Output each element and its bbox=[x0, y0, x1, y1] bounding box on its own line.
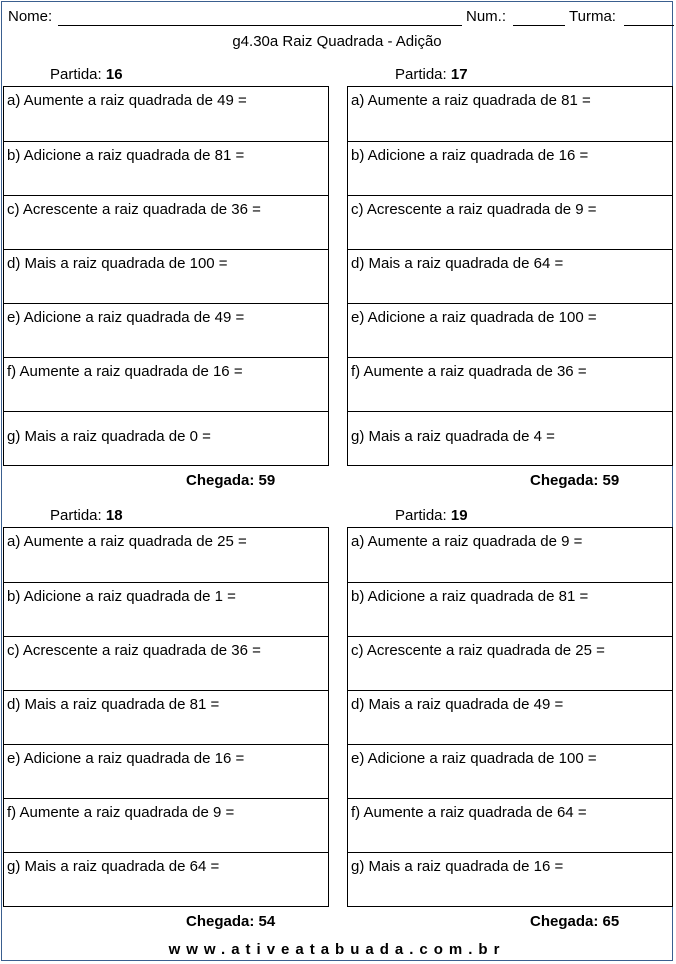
question-row bbox=[348, 249, 672, 303]
question-text: b) Adicione a raiz quadrada de 16 = bbox=[351, 147, 589, 164]
question-row bbox=[348, 195, 672, 249]
question-row bbox=[348, 411, 672, 465]
question-row bbox=[4, 798, 328, 852]
question-row bbox=[4, 87, 328, 141]
question-text: e) Adicione a raiz quadrada de 16 = bbox=[7, 750, 245, 767]
question-text: e) Adicione a raiz quadrada de 49 = bbox=[7, 309, 245, 326]
partida-value: 18 bbox=[105, 507, 123, 524]
question-row bbox=[348, 852, 672, 906]
chegada-2 bbox=[186, 913, 275, 930]
partida-label: Partida: bbox=[395, 507, 447, 524]
question-block-1 bbox=[347, 86, 673, 466]
turma-line bbox=[624, 25, 674, 26]
question-row bbox=[348, 690, 672, 744]
question-row bbox=[348, 582, 672, 636]
question-row bbox=[348, 528, 672, 582]
question-text: c) Acrescente a raiz quadrada de 9 = bbox=[351, 201, 597, 218]
question-row bbox=[4, 141, 328, 195]
question-row bbox=[4, 636, 328, 690]
worksheet-title: g4.30a Raiz Quadrada - Adição bbox=[232, 33, 442, 50]
question-row bbox=[348, 87, 672, 141]
question-text: c) Acrescente a raiz quadrada de 25 = bbox=[351, 642, 605, 659]
num-label: Num.: bbox=[466, 8, 507, 25]
question-row bbox=[4, 357, 328, 411]
nome-label: Nome: bbox=[8, 8, 53, 25]
question-row bbox=[4, 744, 328, 798]
chegada-label: Chegada: bbox=[186, 913, 255, 930]
question-row bbox=[4, 249, 328, 303]
question-text: c) Acrescente a raiz quadrada de 36 = bbox=[7, 642, 261, 659]
question-text: c) Acrescente a raiz quadrada de 36 = bbox=[7, 201, 261, 218]
question-text: a) Aumente a raiz quadrada de 9 = bbox=[351, 533, 583, 550]
question-text: g) Mais a raiz quadrada de 64 = bbox=[7, 858, 220, 875]
partida-2 bbox=[50, 507, 123, 524]
question-text: f) Aumente a raiz quadrada de 9 = bbox=[7, 804, 235, 821]
question-text: d) Mais a raiz quadrada de 100 = bbox=[7, 255, 228, 272]
question-text: e) Adicione a raiz quadrada de 100 = bbox=[351, 309, 597, 326]
question-text: g) Mais a raiz quadrada de 4 = bbox=[351, 428, 555, 445]
question-row bbox=[348, 357, 672, 411]
question-block-3 bbox=[347, 527, 673, 907]
question-row bbox=[4, 690, 328, 744]
question-text: d) Mais a raiz quadrada de 64 = bbox=[351, 255, 564, 272]
chegada-0 bbox=[186, 472, 275, 489]
question-row bbox=[4, 303, 328, 357]
footer-site-url: www.ativeatabuada.com.br bbox=[168, 941, 506, 958]
partida-0 bbox=[50, 66, 123, 83]
question-text: b) Adicione a raiz quadrada de 81 = bbox=[351, 588, 589, 605]
partida-value: 16 bbox=[105, 66, 123, 83]
question-text: g) Mais a raiz quadrada de 0 = bbox=[7, 428, 211, 445]
question-row bbox=[4, 195, 328, 249]
partida-label: Partida: bbox=[50, 66, 102, 83]
chegada-value: 54 bbox=[258, 913, 276, 930]
chegada-1 bbox=[530, 472, 619, 489]
question-text: b) Adicione a raiz quadrada de 1 = bbox=[7, 588, 236, 605]
partida-value: 17 bbox=[450, 66, 468, 83]
worksheet bbox=[1, 1, 673, 961]
question-block-2 bbox=[3, 527, 329, 907]
chegada-label: Chegada: bbox=[530, 913, 599, 930]
question-row bbox=[4, 411, 328, 465]
nome-line bbox=[58, 25, 462, 26]
question-text: b) Adicione a raiz quadrada de 81 = bbox=[7, 147, 245, 164]
partida-label: Partida: bbox=[50, 507, 102, 524]
partida-label: Partida: bbox=[395, 66, 447, 83]
question-row bbox=[4, 852, 328, 906]
student-header bbox=[8, 8, 670, 28]
question-text: a) Aumente a raiz quadrada de 81 = bbox=[351, 92, 591, 109]
chegada-label: Chegada: bbox=[530, 472, 599, 489]
partida-3 bbox=[395, 507, 468, 524]
question-text: d) Mais a raiz quadrada de 81 = bbox=[7, 696, 220, 713]
question-row bbox=[348, 636, 672, 690]
partida-1 bbox=[395, 66, 468, 83]
question-row bbox=[4, 528, 328, 582]
question-text: f) Aumente a raiz quadrada de 36 = bbox=[351, 363, 587, 380]
partida-value: 19 bbox=[450, 507, 468, 524]
chegada-value: 59 bbox=[258, 472, 276, 489]
chegada-value: 59 bbox=[602, 472, 620, 489]
question-text: f) Aumente a raiz quadrada de 16 = bbox=[7, 363, 243, 380]
question-text: d) Mais a raiz quadrada de 49 = bbox=[351, 696, 564, 713]
question-row bbox=[348, 798, 672, 852]
question-block-0 bbox=[3, 86, 329, 466]
chegada-3 bbox=[530, 913, 619, 930]
question-text: a) Aumente a raiz quadrada de 49 = bbox=[7, 92, 247, 109]
chegada-value: 65 bbox=[602, 913, 620, 930]
question-text: g) Mais a raiz quadrada de 16 = bbox=[351, 858, 564, 875]
num-line bbox=[513, 25, 565, 26]
chegada-label: Chegada: bbox=[186, 472, 255, 489]
question-row bbox=[348, 744, 672, 798]
question-text: e) Adicione a raiz quadrada de 100 = bbox=[351, 750, 597, 767]
question-text: a) Aumente a raiz quadrada de 25 = bbox=[7, 533, 247, 550]
question-text: f) Aumente a raiz quadrada de 64 = bbox=[351, 804, 587, 821]
question-row bbox=[348, 303, 672, 357]
turma-label: Turma: bbox=[569, 8, 616, 25]
question-row bbox=[4, 582, 328, 636]
question-row bbox=[348, 141, 672, 195]
